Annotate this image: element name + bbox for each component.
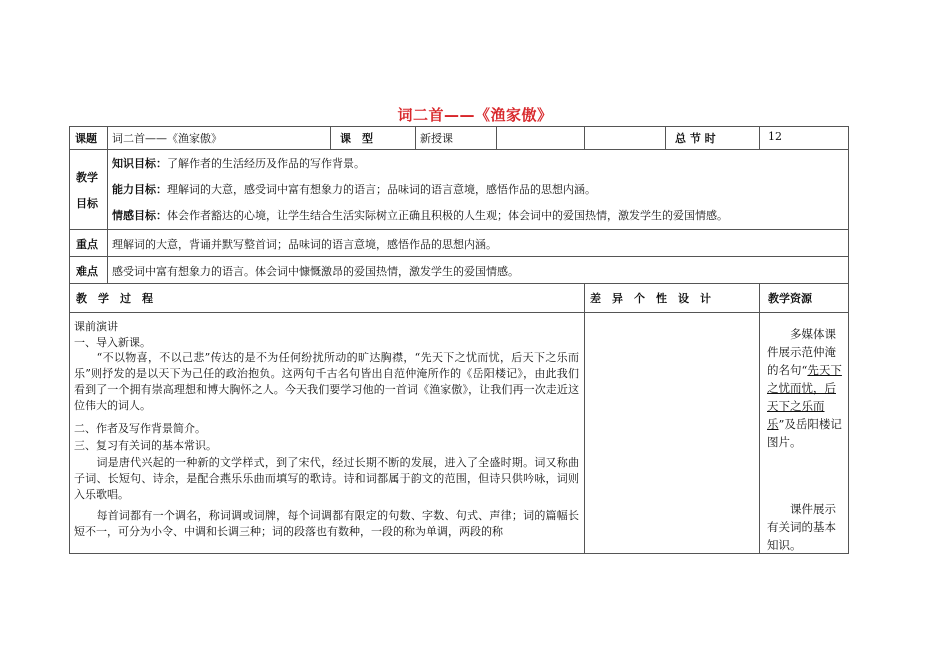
process-paragraph: “不以物喜，不以己悲”传达的是不为任何纷扰所动的旷达胸襟，“先天下之忧而忧，后天下之乐而乐”则抒发的是以天下为己任的政治抱负。这两句千古名句皆出自范仲淹所作的《岳阳楼记》，由此我们看到了一个拥有崇高理想和博大胸怀之人。今天我们要学习他的一首词《渔家傲》，让我们再一次走近这位伟大的词人。: [74, 351, 579, 412]
knowledge-text: 了解作者的生活经历及作品的写作背景。: [167, 157, 365, 170]
row-divider: [69, 256, 849, 257]
col-divider: [584, 283, 585, 554]
resource-text: ”及岳阳楼记图片。: [767, 417, 842, 449]
type-value: 新授课: [420, 132, 453, 145]
col-divider: [759, 126, 760, 149]
resource-note-1: [767, 325, 843, 451]
process-line: 课前演讲: [74, 320, 118, 333]
resource-note-2: 课件展示有关词的基本知识。: [767, 502, 836, 552]
col-divider: [330, 126, 331, 149]
resource-quote: 先天下之忧而忧，后天下之乐而乐: [767, 363, 842, 431]
process-paragraph: 词是唐代兴起的一种新的文学样式，到了宋代，经过长期不断的发展，进入了全盛时期。词又称曲子词、长短句、诗余，是配合燕乐乐曲而填写的歌诗。诗和词都属于韵文的范围，但诗只供吟咏，词则入乐歌唱。: [74, 456, 579, 501]
col-divider: [665, 126, 666, 149]
goals-label-1: 教学: [76, 171, 98, 184]
resource-text: 多媒体课件展示范仲淹的名句“: [767, 327, 836, 377]
focus-label: 重点: [76, 238, 98, 251]
process-line: 一、导入新课。: [74, 336, 151, 349]
knowledge-label: 知识目标：: [112, 157, 167, 170]
difficulty-text: 感受词中富有想象力的语言。体会词中慷慨激昂的爱国热情，激发学生的爱国情感。: [112, 265, 519, 278]
row-divider: [69, 283, 849, 284]
diff-header: 差 异 个 性 设 计: [590, 292, 711, 305]
process-line: 三、复习有关词的基本常识。: [74, 439, 217, 452]
row-divider: [69, 312, 849, 313]
resources-header: 教学资源: [768, 292, 812, 305]
course-value: 词二首——《渔家傲》: [112, 132, 222, 145]
col-divider: [107, 126, 108, 284]
ability-label: 能力目标：: [112, 183, 167, 196]
col-divider: [759, 283, 760, 554]
difficulty-label: 难点: [76, 265, 98, 278]
goal-ability: [112, 181, 596, 197]
process-line: 二、作者及写作背景简介。: [74, 422, 206, 435]
document-title: 词二首——《渔家傲》: [397, 106, 553, 124]
course-label: 课题: [75, 132, 97, 145]
goals-label-2: 目标: [76, 197, 98, 210]
hours-label: 总 节 时: [675, 132, 716, 145]
process-paragraph: 每首词都有一个调名，称词调或词牌，每个词调都有限定的句数、字数、句式、声律；词的篇幅长短不一，可分为小令、中调和长调三种；词的段落也有数种，一段的称为单调，两段的称: [74, 509, 579, 538]
process-header: 教 学 过 程: [76, 292, 153, 305]
row-divider: [69, 149, 849, 150]
focus-text: 理解词的大意，背诵并默写整首词；品味词的语言意境，感悟作品的思想内涵。: [112, 238, 497, 251]
col-divider: [496, 126, 497, 149]
goal-emotion: [112, 207, 728, 223]
row-divider: [69, 229, 849, 230]
emotion-text: 体会作者豁达的心境，让学生结合生活实际树立正确且积极的人生观；体会词中的爱国热情，激发学生的爱国情感。: [167, 209, 728, 222]
emotion-label: 情感目标：: [112, 209, 167, 222]
goal-knowledge: [112, 155, 365, 171]
col-divider: [415, 126, 416, 149]
col-divider: [584, 126, 585, 149]
hours-value: 12: [768, 130, 782, 143]
ability-text: 理解词的大意，感受词中富有想象力的语言；品味词的语言意境，感悟作品的思想内涵。: [167, 183, 596, 196]
type-label: 课 型: [340, 132, 373, 145]
